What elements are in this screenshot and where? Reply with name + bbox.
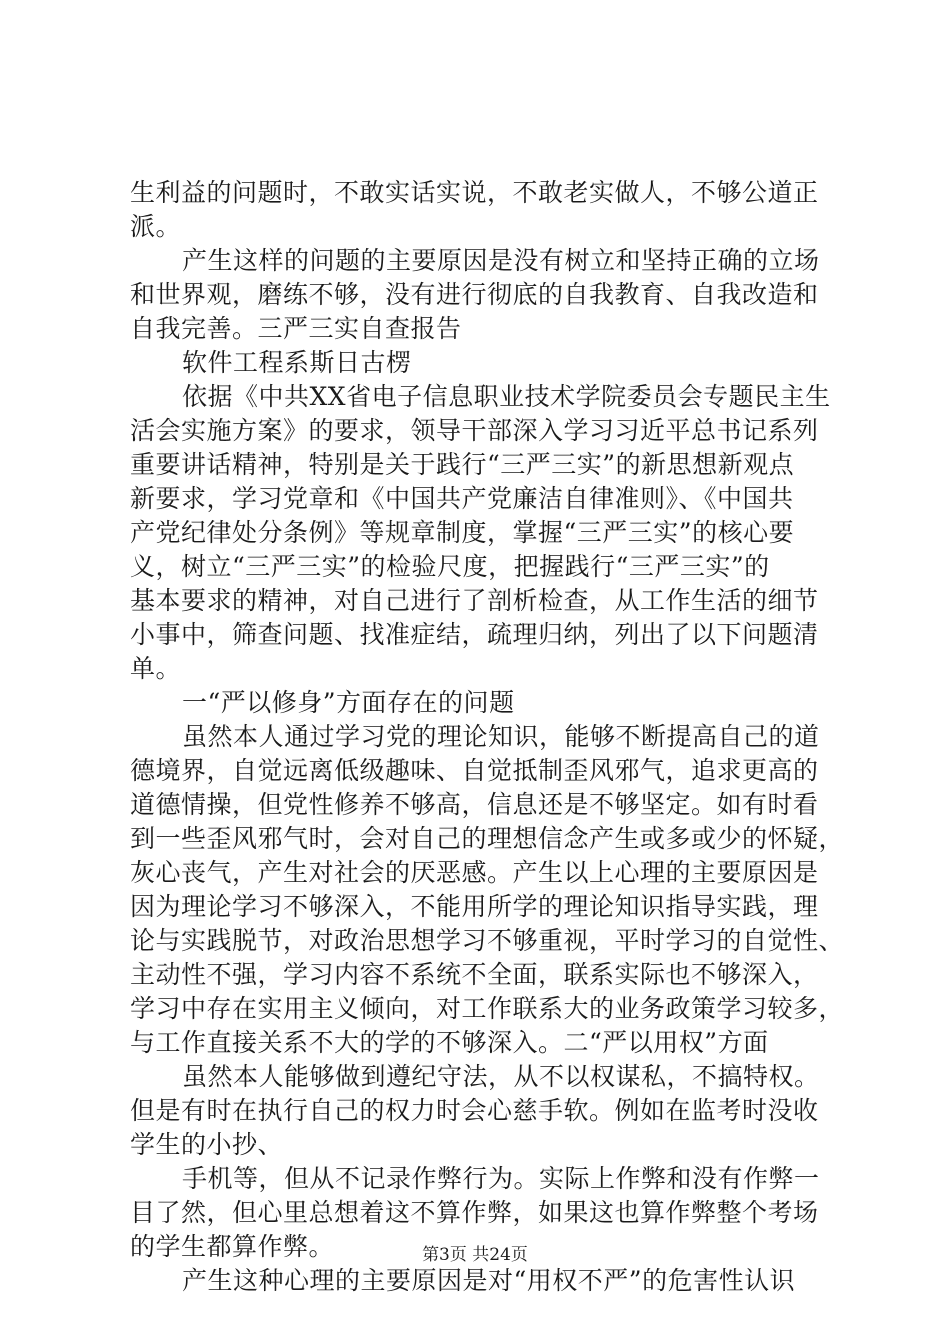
text-line: 产生这样的问题的主要原因是没有树立和坚持正确的立场: [182, 246, 820, 275]
page-footer: 第3页 共24页: [422, 1245, 528, 1265]
text-line: 基本要求的精神，对自己进行了剖析检查，从工作生活的细节: [130, 586, 819, 615]
text-line: 虽然本人通过学习党的理论知识，能够不断提高自己的道: [182, 722, 820, 751]
text-line: 虽然本人能够做到遵纪守法，从不以权谋私，不搞特权。: [182, 1062, 820, 1091]
text-line: 但是有时在执行自己的权力时会心慈手软。例如在监考时没收: [130, 1096, 819, 1125]
text-line: 一“严以修身”方面存在的问题: [182, 688, 515, 717]
document-body: [130, 176, 850, 1298]
text-line: 手机等，但从不记录作弊行为。实际上作弊和没有作弊一: [182, 1164, 820, 1193]
text-line: 义，树立“三严三实”的检验尺度，把握践行“三严三实”的: [130, 552, 770, 581]
text-line: 生利益的问题时，不敢实话实说，不敢老实做人，不够公道正: [130, 178, 819, 207]
text-line: 重要讲话精神，特别是关于践行“三严三实”的新思想新观点: [130, 450, 795, 479]
text-line: 单。: [130, 654, 182, 683]
text-line: 自我完善。三严三实自查报告: [130, 314, 462, 343]
text-line: 主动性不强，学习内容不系统不全面，联系实际也不够深入，: [130, 960, 819, 989]
text-line: 因为理论学习不够深入，不能用所学的理论知识指导实践，理: [130, 892, 819, 921]
text-line: 道德情操，但党性修养不够高，信息还是不够坚定。如有时看: [130, 790, 819, 819]
text-line: 论与实践脱节，对政治思想学习不够重视，平时学习的自觉性、: [130, 926, 845, 955]
text-line: 学生的小抄、: [130, 1130, 284, 1159]
text-line: 灰心丧气，产生对社会的厌恶感。产生以上心理的主要原因是: [130, 858, 819, 887]
text-line: 新要求，学习党章和《中国共产党廉洁自律准则》、《中国共: [130, 484, 794, 513]
text-line: 目了然，但心里总想着这不算作弊，如果这也算作弊整个考场: [130, 1198, 819, 1227]
text-line: 的学生都算作弊。: [130, 1232, 335, 1261]
text-line: 依据《中共XX省电子信息职业技术学院委员会专题民主生: [182, 382, 831, 411]
text-line: 到一些歪风邪气时，会对自己的理想信念产生或多或少的怀疑，: [130, 824, 845, 853]
text-line: 和世界观，磨练不够，没有进行彻底的自我教育、自我改造和: [130, 280, 819, 309]
text-line: 产生这种心理的主要原因是对“用权不严”的危害性认识: [182, 1266, 796, 1295]
text-line: 小事中，筛查问题、找准症结，疏理归纳，列出了以下问题清: [130, 620, 819, 649]
text-line: 德境界，自觉远离低级趣味、自觉抵制歪风邪气，追求更高的: [130, 756, 819, 785]
text-line: 活会实施方案》的要求，领导干部深入学习习近平总书记系列: [130, 416, 819, 445]
text-line: 派。: [130, 212, 182, 241]
text-line: 学习中存在实用主义倾向，对工作联系大的业务政策学习较多，: [130, 994, 845, 1023]
text-line: 产党纪律处分条例》等规章制度，掌握“三严三实”的核心要: [130, 518, 795, 547]
text-line: 软件工程系斯日古楞: [182, 348, 412, 377]
text-line: 与工作直接关系不大的学的不够深入。二“严以用权”方面: [130, 1028, 769, 1057]
